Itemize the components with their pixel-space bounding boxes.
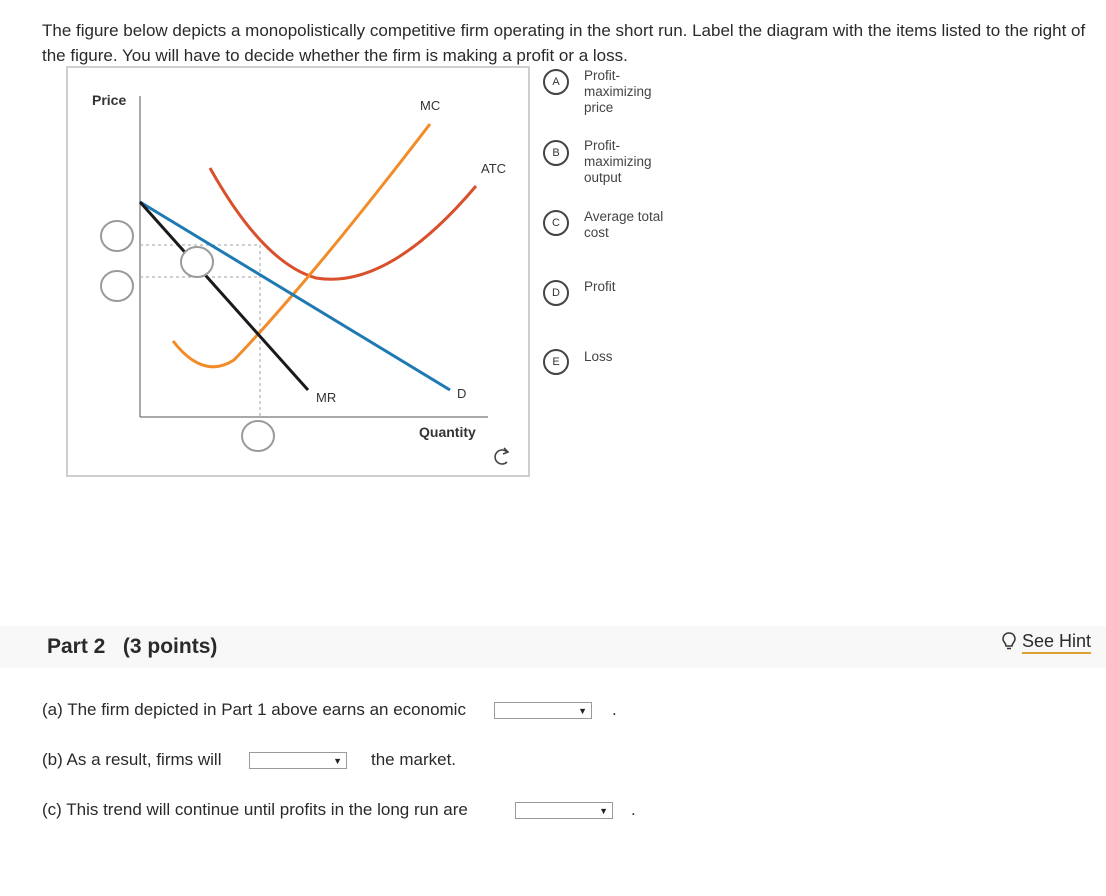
question-b-text: (b) As a result, firms will: [42, 750, 222, 769]
reset-icon[interactable]: [495, 448, 508, 464]
mr-label: MR: [316, 390, 337, 405]
figure-frame: [66, 66, 530, 477]
question-c-text: (c) This trend will continue until profits in the long run are: [42, 800, 468, 819]
drop-target-quantity[interactable]: [242, 421, 274, 451]
legend-item-c[interactable]: [543, 208, 703, 268]
atc-label: ATC: [481, 161, 507, 176]
question-b-dropdown[interactable]: [249, 752, 347, 769]
see-hint-link[interactable]: [1002, 631, 1091, 652]
chevron-down-icon: ▼: [578, 706, 587, 716]
chevron-down-icon: ▼: [333, 756, 342, 766]
question-a-dropdown[interactable]: [494, 702, 592, 719]
legend-token[interactable]: A: [543, 69, 569, 95]
legend-label: Profit-maximizing price: [584, 68, 652, 115]
atc-curve: [210, 168, 476, 279]
question-b-suffix: the market.: [371, 750, 457, 769]
lightbulb-icon: [1002, 632, 1016, 650]
legend-item-d[interactable]: [543, 278, 703, 338]
instructions-text: The figure below depicts a monopolistically competitive firm operating in the short run. Label the diagram with the items listed to the right of the figure. You will have to decide whether the firm is making a profit or a loss.: [42, 21, 1086, 65]
question-c-period: .: [631, 800, 636, 819]
drop-target-price-lower[interactable]: [101, 271, 133, 301]
legend-label: Profit-maximizing output: [584, 138, 652, 185]
legend-label: Profit: [584, 279, 616, 294]
drop-target-area[interactable]: [181, 247, 213, 277]
part-points: (3 points): [122, 635, 218, 658]
legend-item-e[interactable]: [543, 346, 703, 406]
y-axis-label: Price: [92, 92, 127, 108]
question-c-dropdown[interactable]: [515, 802, 613, 819]
legend-label: Loss: [584, 349, 613, 364]
legend-token[interactable]: E: [543, 349, 569, 375]
legend-token[interactable]: C: [543, 210, 569, 236]
diagram-svg: [68, 68, 532, 479]
hint-label[interactable]: See Hint: [1022, 631, 1091, 654]
d-curve: [140, 202, 450, 390]
legend-token[interactable]: B: [543, 140, 569, 166]
x-axis-label: Quantity: [419, 424, 476, 440]
legend-label: Average total cost: [584, 209, 664, 240]
mr-curve: [140, 202, 308, 390]
legend-item-a[interactable]: [543, 68, 703, 128]
part-title: [47, 635, 217, 659]
label-legend: [543, 68, 703, 388]
drop-target-price-upper[interactable]: [101, 221, 133, 251]
legend-item-b[interactable]: [543, 138, 703, 198]
legend-token[interactable]: D: [543, 280, 569, 306]
chevron-down-icon: ▼: [599, 806, 608, 816]
question-a-period: .: [612, 700, 617, 719]
question-a-text: (a) The firm depicted in Part 1 above earns an economic: [42, 700, 466, 719]
part-number: Part 2: [47, 635, 106, 658]
d-label: D: [457, 386, 467, 401]
mc-label: MC: [420, 98, 441, 113]
